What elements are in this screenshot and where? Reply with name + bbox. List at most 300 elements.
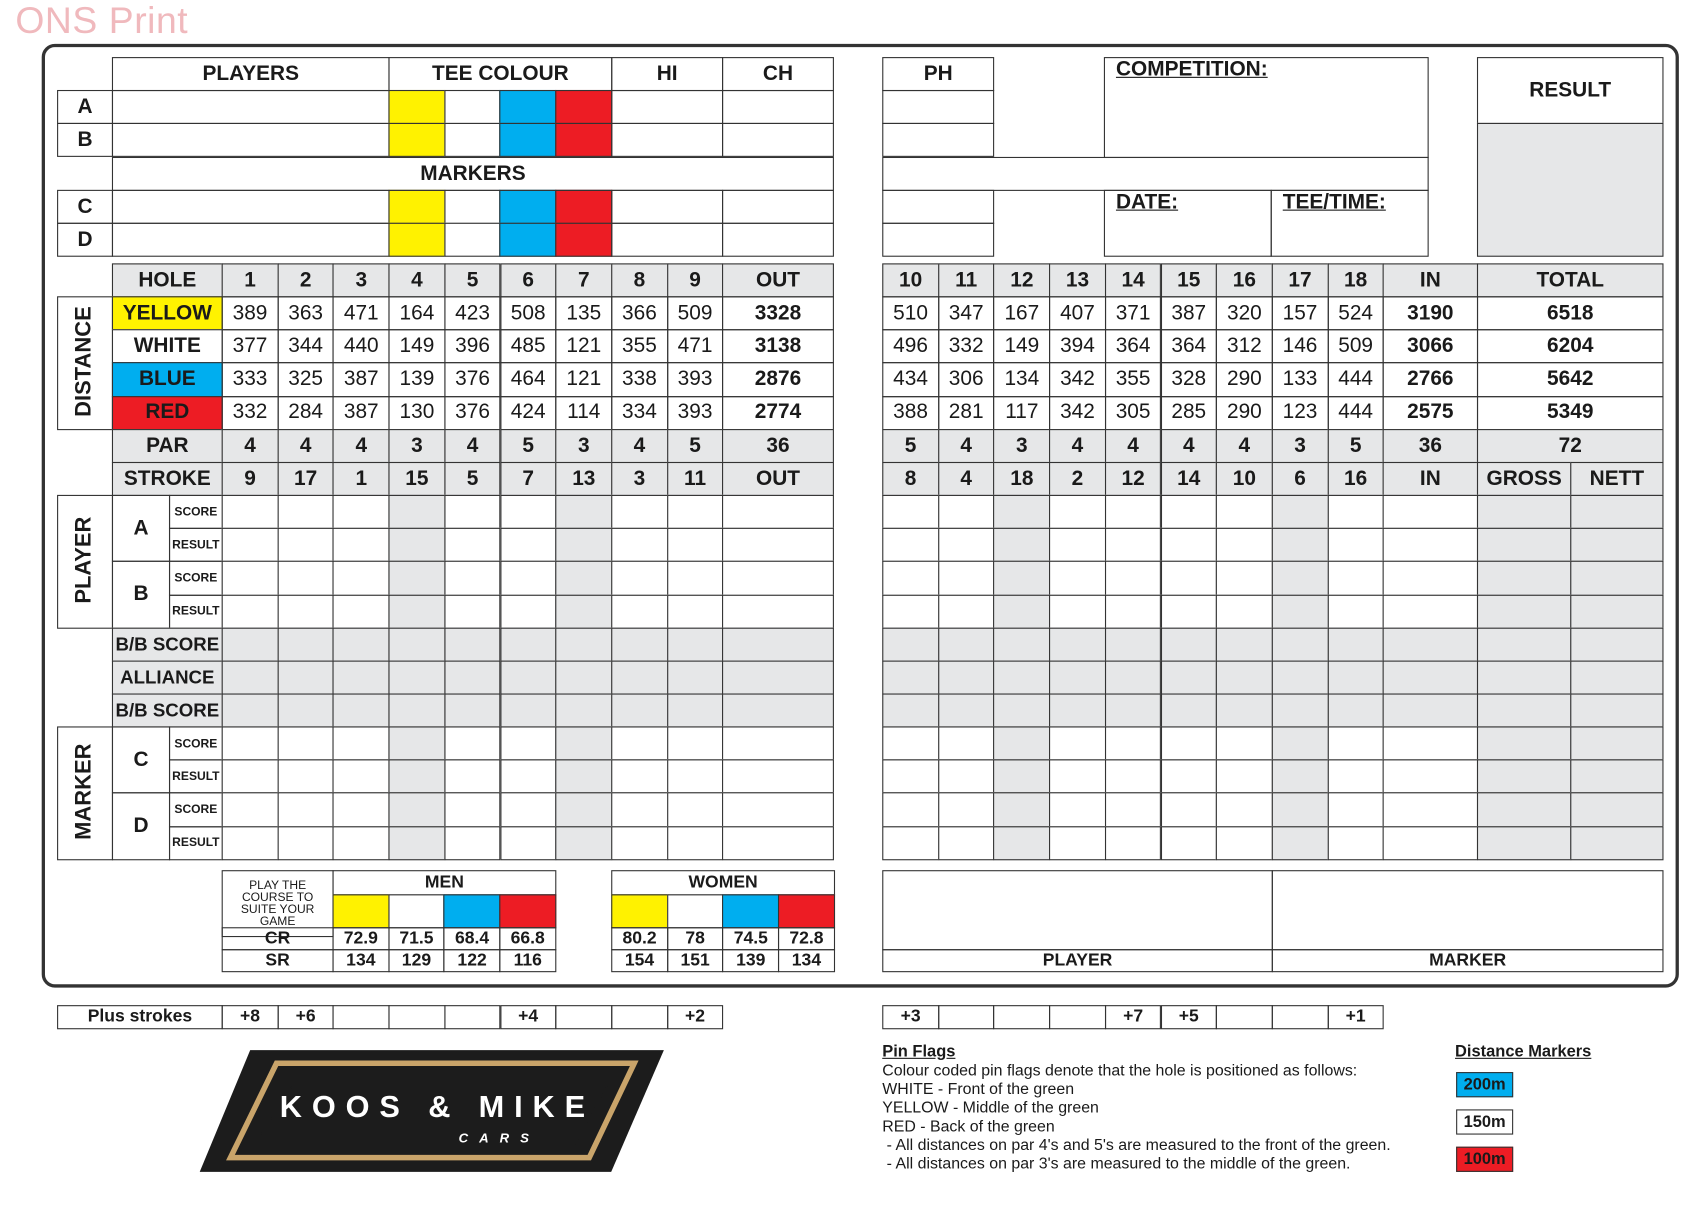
result-b-cell[interactable] (882, 594, 939, 628)
result-a-cell[interactable] (1272, 528, 1329, 562)
result-c-cell[interactable] (882, 760, 939, 794)
result-b-cell[interactable] (1105, 594, 1162, 628)
logo-text: KOOS & MIKE (279, 1089, 595, 1124)
result-b-cell[interactable] (938, 594, 995, 628)
tee-time-field[interactable]: TEE/TIME: (1271, 190, 1429, 257)
distance-value: 424 (500, 396, 557, 430)
score-c-cell[interactable] (993, 726, 1050, 760)
score-a-cell[interactable] (611, 495, 668, 529)
score-c-cell[interactable] (555, 726, 612, 760)
score-a-cell[interactable] (667, 495, 724, 529)
bb-score-1-cell[interactable] (1216, 628, 1273, 662)
bb-score-2-cell[interactable] (938, 693, 995, 727)
alliance-in[interactable] (1383, 661, 1478, 695)
result-a-cell[interactable] (667, 528, 724, 562)
score-d-cell[interactable] (611, 793, 668, 827)
result-a-cell[interactable] (444, 528, 501, 562)
result-b-nett[interactable] (1570, 594, 1663, 628)
hi-field-d[interactable] (611, 223, 723, 257)
score-a-gross[interactable] (1477, 495, 1571, 529)
score-d-nett[interactable] (1570, 793, 1663, 827)
score-a-cell[interactable] (277, 495, 334, 529)
result-c-cell[interactable] (555, 760, 612, 794)
bb-score-2-cell[interactable] (1327, 693, 1384, 727)
score-a-cell[interactable] (1216, 495, 1273, 529)
alliance-cell[interactable] (1272, 661, 1329, 695)
score-b-nett[interactable] (1570, 561, 1663, 595)
row-letter-a: A (112, 495, 170, 562)
score-d-cell[interactable] (222, 793, 279, 827)
alliance-cell[interactable] (882, 661, 939, 695)
result-d-cell[interactable] (277, 826, 334, 860)
alliance-cell[interactable] (667, 661, 724, 695)
result-b-cell[interactable] (611, 594, 668, 628)
bb-score-1-cell[interactable] (1049, 628, 1106, 662)
score-b-cell[interactable] (667, 561, 724, 595)
score-b-cell[interactable] (1327, 561, 1384, 595)
hole-number: 8 (611, 263, 668, 297)
result-a-gross[interactable] (1477, 528, 1571, 562)
score-b-gross[interactable] (1477, 561, 1571, 595)
result-b-cell[interactable] (1216, 594, 1273, 628)
bb-score-2-cell[interactable] (333, 693, 390, 727)
score-b-cell[interactable] (277, 561, 334, 595)
result-b-cell[interactable] (555, 594, 612, 628)
score-a-cell[interactable] (333, 495, 390, 529)
score-b-cell[interactable] (993, 561, 1050, 595)
score-d-cell[interactable] (1216, 793, 1273, 827)
result-d-cell[interactable] (1160, 826, 1217, 860)
bb-score-1-cell[interactable] (1105, 628, 1162, 662)
bb-score-2-nett[interactable] (1570, 693, 1663, 727)
result-b-cell[interactable] (993, 594, 1050, 628)
bb-score-1-gross[interactable] (1477, 628, 1571, 662)
score-c-cell[interactable] (444, 726, 501, 760)
alliance-cell[interactable] (1049, 661, 1106, 695)
result-a-nett[interactable] (1570, 528, 1663, 562)
result-b-cell[interactable] (1049, 594, 1106, 628)
result-a-cell[interactable] (882, 528, 939, 562)
result-d-cell[interactable] (882, 826, 939, 860)
bb-score-2-cell[interactable] (222, 693, 279, 727)
distance-value: 306 (938, 363, 995, 397)
score-c-nett[interactable] (1570, 726, 1663, 760)
bb-score-1-cell[interactable] (993, 628, 1050, 662)
score-d-cell[interactable] (333, 793, 390, 827)
score-d-out[interactable] (722, 793, 834, 827)
alliance-cell[interactable] (277, 661, 334, 695)
score-c-cell[interactable] (1049, 726, 1106, 760)
alliance-cell[interactable] (222, 661, 279, 695)
distance-value: 130 (389, 396, 446, 430)
name-field-d[interactable] (112, 223, 390, 257)
bb-score-1-cell[interactable] (1327, 628, 1384, 662)
hi-field-b[interactable] (611, 123, 723, 157)
result-c-in[interactable] (1383, 760, 1478, 794)
score-label: SCORE (169, 793, 223, 827)
player-signature-label: PLAYER (882, 949, 1273, 972)
score-c-cell[interactable] (277, 726, 334, 760)
alliance-cell[interactable] (993, 661, 1050, 695)
alliance-gross[interactable] (1477, 661, 1571, 695)
score-b-out[interactable] (722, 561, 834, 595)
result-d-cell[interactable] (444, 826, 501, 860)
score-d-cell[interactable] (444, 793, 501, 827)
bb-score-2-cell[interactable] (1216, 693, 1273, 727)
bb-score-2-cell[interactable] (444, 693, 501, 727)
bb-score-2-out[interactable] (722, 693, 834, 727)
plus-stroke-value: +5 (1160, 1005, 1217, 1029)
player-signature-field[interactable] (882, 870, 1273, 950)
score-d-cell[interactable] (1105, 793, 1162, 827)
result-a-cell[interactable] (389, 528, 446, 562)
score-d-cell[interactable] (1327, 793, 1384, 827)
bb-score-1-cell[interactable] (1160, 628, 1217, 662)
bb-score-1-out[interactable] (722, 628, 834, 662)
score-a-cell[interactable] (1105, 495, 1162, 529)
score-d-cell[interactable] (555, 793, 612, 827)
alliance-cell[interactable] (500, 661, 557, 695)
score-c-cell[interactable] (667, 726, 724, 760)
result-c-cell[interactable] (1160, 760, 1217, 794)
result-c-cell[interactable] (500, 760, 557, 794)
score-d-cell[interactable] (938, 793, 995, 827)
score-b-cell[interactable] (1105, 561, 1162, 595)
alliance-cell[interactable] (1105, 661, 1162, 695)
score-b-cell[interactable] (1160, 561, 1217, 595)
score-d-cell[interactable] (993, 793, 1050, 827)
score-c-in[interactable] (1383, 726, 1478, 760)
bb-score-1-cell[interactable] (1272, 628, 1329, 662)
result-d-nett[interactable] (1570, 826, 1663, 860)
score-b-cell[interactable] (1216, 561, 1273, 595)
bb-score-1-cell[interactable] (667, 628, 724, 662)
result-b-cell[interactable] (1272, 594, 1329, 628)
par-value: 5 (500, 429, 557, 463)
result-a-cell[interactable] (333, 528, 390, 562)
result-a-cell[interactable] (938, 528, 995, 562)
ch-field-c[interactable] (722, 190, 834, 224)
score-a-cell[interactable] (1160, 495, 1217, 529)
result-c-cell[interactable] (1272, 760, 1329, 794)
result-a-cell[interactable] (1105, 528, 1162, 562)
result-a-in[interactable] (1383, 528, 1478, 562)
score-c-cell[interactable] (882, 726, 939, 760)
result-c-cell[interactable] (1327, 760, 1384, 794)
score-d-cell[interactable] (882, 793, 939, 827)
distance-value: 334 (611, 396, 668, 430)
ph-field-a[interactable] (882, 90, 994, 124)
result-a-cell[interactable] (993, 528, 1050, 562)
bb-score-2-cell[interactable] (1049, 693, 1106, 727)
bb-score-2-cell[interactable] (882, 693, 939, 727)
bb-score-1-nett[interactable] (1570, 628, 1663, 662)
result-a-cell[interactable] (277, 528, 334, 562)
score-a-cell[interactable] (444, 495, 501, 529)
name-field-c[interactable] (112, 190, 390, 224)
par-value: 3 (389, 429, 446, 463)
score-c-out[interactable] (722, 726, 834, 760)
score-c-cell[interactable] (333, 726, 390, 760)
stroke-index: 16 (1327, 462, 1384, 496)
score-a-out[interactable] (722, 495, 834, 529)
tee-yellow-swatch (388, 123, 445, 157)
score-b-cell[interactable] (222, 561, 279, 595)
score-b-cell[interactable] (555, 561, 612, 595)
result-d-cell[interactable] (500, 826, 557, 860)
alliance-nett[interactable] (1570, 661, 1663, 695)
bb-score-1-cell[interactable] (222, 628, 279, 662)
bb-score-1-in[interactable] (1383, 628, 1478, 662)
alliance-cell[interactable] (444, 661, 501, 695)
distance-total: 6204 (1477, 329, 1664, 363)
result-b-in[interactable] (1383, 594, 1478, 628)
name-field-a[interactable] (112, 90, 390, 124)
ph-field-c[interactable] (882, 190, 994, 224)
bb-score-1-cell[interactable] (333, 628, 390, 662)
result-c-cell[interactable] (993, 760, 1050, 794)
score-c-cell[interactable] (222, 726, 279, 760)
score-b-cell[interactable] (333, 561, 390, 595)
bb-score-1-cell[interactable] (444, 628, 501, 662)
result-c-cell[interactable] (333, 760, 390, 794)
result-a-cell[interactable] (1216, 528, 1273, 562)
result-d-cell[interactable] (1327, 826, 1384, 860)
bb-score-2-cell[interactable] (555, 693, 612, 727)
score-d-gross[interactable] (1477, 793, 1571, 827)
play-course-note: PLAY THE COURSE TO SUITE YOUR GAME (222, 870, 334, 937)
result-d-cell[interactable] (611, 826, 668, 860)
result-d-cell[interactable] (667, 826, 724, 860)
alliance-cell[interactable] (1327, 661, 1384, 695)
result-c-out[interactable] (722, 760, 834, 794)
result-d-cell[interactable] (1049, 826, 1106, 860)
result-d-cell[interactable] (1272, 826, 1329, 860)
score-a-cell[interactable] (555, 495, 612, 529)
ph-field-b[interactable] (882, 123, 994, 157)
score-b-cell[interactable] (1049, 561, 1106, 595)
score-d-cell[interactable] (1049, 793, 1106, 827)
bb-score-2-cell[interactable] (277, 693, 334, 727)
distance-total: 6518 (1477, 296, 1664, 330)
result-b-cell[interactable] (389, 594, 446, 628)
score-b-cell[interactable] (389, 561, 446, 595)
bb-score-1-cell[interactable] (882, 628, 939, 662)
result-d-cell[interactable] (333, 826, 390, 860)
score-a-cell[interactable] (389, 495, 446, 529)
bb-score-2-cell[interactable] (1160, 693, 1217, 727)
result-c-cell[interactable] (1216, 760, 1273, 794)
result-c-gross[interactable] (1477, 760, 1571, 794)
result-a-cell[interactable] (222, 528, 279, 562)
score-b-cell[interactable] (611, 561, 668, 595)
result-d-cell[interactable] (555, 826, 612, 860)
score-b-cell[interactable] (1272, 561, 1329, 595)
result-b-cell[interactable] (1160, 594, 1217, 628)
stroke-index: 11 (667, 462, 724, 496)
result-b-gross[interactable] (1477, 594, 1571, 628)
result-d-cell[interactable] (1216, 826, 1273, 860)
ch-field-d[interactable] (722, 223, 834, 257)
result-b-cell[interactable] (222, 594, 279, 628)
result-c-nett[interactable] (1570, 760, 1663, 794)
par-label: PAR (112, 429, 223, 463)
result-a-cell[interactable] (611, 528, 668, 562)
result-b-cell[interactable] (277, 594, 334, 628)
bb-score-1-cell[interactable] (611, 628, 668, 662)
bb-score-2-cell[interactable] (500, 693, 557, 727)
stroke-index: 14 (1160, 462, 1217, 496)
result-d-cell[interactable] (222, 826, 279, 860)
result-c-cell[interactable] (938, 760, 995, 794)
result-a-cell[interactable] (1327, 528, 1384, 562)
result-c-cell[interactable] (611, 760, 668, 794)
plus-stroke-value (938, 1005, 995, 1029)
bb-score-2-in[interactable] (1383, 693, 1478, 727)
result-d-cell[interactable] (1105, 826, 1162, 860)
alliance-cell[interactable] (555, 661, 612, 695)
ph-field-d[interactable] (882, 223, 994, 257)
score-d-cell[interactable] (389, 793, 446, 827)
alliance-cell[interactable] (333, 661, 390, 695)
result-d-cell[interactable] (993, 826, 1050, 860)
result-c-cell[interactable] (667, 760, 724, 794)
pin-flags-line: - All distances on par 4's and 5's are measured to the front of the green. (882, 1136, 1391, 1155)
row-label-b: B (57, 123, 113, 157)
competition-field[interactable]: COMPETITION: (1104, 57, 1429, 158)
alliance-cell[interactable] (938, 661, 995, 695)
bb-score-1-cell[interactable] (555, 628, 612, 662)
score-c-cell[interactable] (1105, 726, 1162, 760)
result-b-cell[interactable] (444, 594, 501, 628)
bb-score-2-cell[interactable] (667, 693, 724, 727)
score-c-cell[interactable] (938, 726, 995, 760)
result-c-cell[interactable] (1049, 760, 1106, 794)
result-b-cell[interactable] (333, 594, 390, 628)
result-d-in[interactable] (1383, 826, 1478, 860)
bb-score-2-cell[interactable] (993, 693, 1050, 727)
hi-field-c[interactable] (611, 190, 723, 224)
result-b-cell[interactable] (500, 594, 557, 628)
score-a-cell[interactable] (1049, 495, 1106, 529)
result-b-cell[interactable] (1327, 594, 1384, 628)
score-c-cell[interactable] (1160, 726, 1217, 760)
score-c-cell[interactable] (1216, 726, 1273, 760)
distance-in: 2766 (1383, 363, 1478, 397)
result-d-gross[interactable] (1477, 826, 1571, 860)
alliance-out[interactable] (722, 661, 834, 695)
result-d-cell[interactable] (938, 826, 995, 860)
result-d-cell[interactable] (389, 826, 446, 860)
score-a-nett[interactable] (1570, 495, 1663, 529)
distance-value: 376 (444, 363, 501, 397)
score-d-cell[interactable] (667, 793, 724, 827)
hole-number: 12 (993, 263, 1050, 297)
result-c-cell[interactable] (222, 760, 279, 794)
score-a-cell[interactable] (993, 495, 1050, 529)
result-field[interactable] (1477, 123, 1664, 257)
result-c-cell[interactable] (389, 760, 446, 794)
result-c-cell[interactable] (1105, 760, 1162, 794)
score-c-cell[interactable] (1272, 726, 1329, 760)
name-field-b[interactable] (112, 123, 390, 157)
bb-score-2-cell[interactable] (389, 693, 446, 727)
result-c-cell[interactable] (444, 760, 501, 794)
distance-value: 290 (1216, 363, 1273, 397)
bb-score-2-cell[interactable] (1272, 693, 1329, 727)
result-a-out[interactable] (722, 528, 834, 562)
distance-value: 121 (555, 363, 612, 397)
score-c-cell[interactable] (500, 726, 557, 760)
result-b-out[interactable] (722, 594, 834, 628)
score-a-cell[interactable] (1327, 495, 1384, 529)
score-a-cell[interactable] (500, 495, 557, 529)
bb-score-1-cell[interactable] (277, 628, 334, 662)
score-d-cell[interactable] (277, 793, 334, 827)
score-c-cell[interactable] (1327, 726, 1384, 760)
stroke-index: 18 (993, 462, 1050, 496)
score-a-cell[interactable] (882, 495, 939, 529)
distance-value: 394 (1049, 329, 1106, 363)
alliance-cell[interactable] (1160, 661, 1217, 695)
result-a-cell[interactable] (555, 528, 612, 562)
score-a-cell[interactable] (938, 495, 995, 529)
bb-score-1-cell[interactable] (500, 628, 557, 662)
ch-field-b[interactable] (722, 123, 834, 157)
bb-score-2-cell[interactable] (1105, 693, 1162, 727)
bb-score-2-cell[interactable] (611, 693, 668, 727)
score-b-cell[interactable] (500, 561, 557, 595)
result-b-cell[interactable] (667, 594, 724, 628)
score-b-cell[interactable] (882, 561, 939, 595)
score-d-cell[interactable] (1160, 793, 1217, 827)
bb-score-1-cell[interactable] (389, 628, 446, 662)
score-c-cell[interactable] (611, 726, 668, 760)
score-a-in[interactable] (1383, 495, 1478, 529)
women-tee-swatch (722, 894, 779, 928)
result-a-cell[interactable] (1049, 528, 1106, 562)
marker-signature-field[interactable] (1272, 870, 1664, 950)
score-a-cell[interactable] (1272, 495, 1329, 529)
bb-score-2-gross[interactable] (1477, 693, 1571, 727)
score-d-cell[interactable] (500, 793, 557, 827)
result-a-cell[interactable] (500, 528, 557, 562)
plus-stroke-value: +3 (882, 1005, 939, 1029)
result-a-cell[interactable] (1160, 528, 1217, 562)
score-a-cell[interactable] (222, 495, 279, 529)
score-b-in[interactable] (1383, 561, 1478, 595)
alliance-cell[interactable] (611, 661, 668, 695)
stroke-index: 2 (1049, 462, 1106, 496)
score-d-in[interactable] (1383, 793, 1478, 827)
plus-stroke-value: +1 (1327, 1005, 1384, 1029)
score-d-cell[interactable] (1272, 793, 1329, 827)
distance-value: 444 (1327, 363, 1384, 397)
result-d-out[interactable] (722, 826, 834, 860)
hi-field-a[interactable] (611, 90, 723, 124)
date-field[interactable]: DATE: (1104, 190, 1272, 257)
ch-field-a[interactable] (722, 90, 834, 124)
score-b-cell[interactable] (938, 561, 995, 595)
in-header: IN (1383, 263, 1478, 297)
alliance-cell[interactable] (389, 661, 446, 695)
result-c-cell[interactable] (277, 760, 334, 794)
alliance-cell[interactable] (1216, 661, 1273, 695)
bb-score-1-cell[interactable] (938, 628, 995, 662)
score-c-cell[interactable] (389, 726, 446, 760)
score-b-cell[interactable] (444, 561, 501, 595)
score-c-gross[interactable] (1477, 726, 1571, 760)
